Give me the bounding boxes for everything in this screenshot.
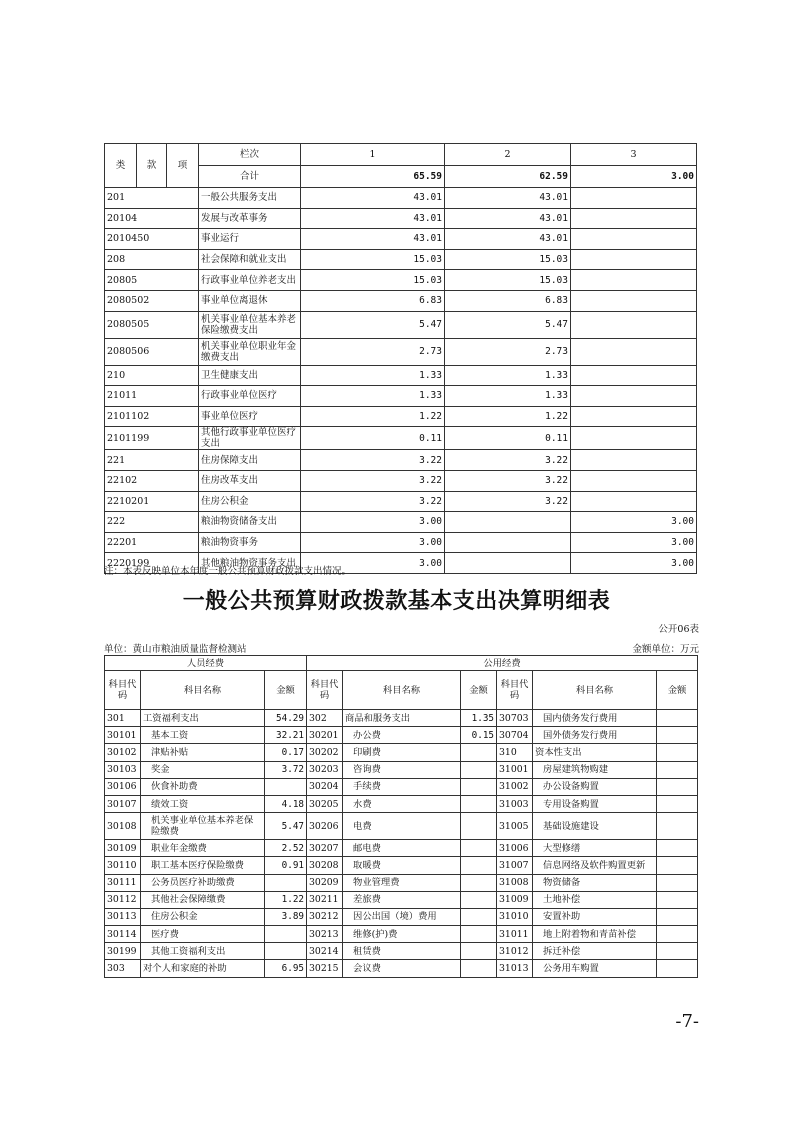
personnel-name: 伙食补助费 xyxy=(141,778,265,795)
total-label: 合计 xyxy=(199,166,301,188)
public-amount: 1.35 xyxy=(461,710,497,727)
header-lanci: 栏次 xyxy=(199,144,301,166)
capital-name: 物资储备 xyxy=(533,874,657,891)
amount-basic: 2.73 xyxy=(445,338,571,365)
subject-name: 其他粮油物资事务支出 xyxy=(199,553,301,574)
subject-code: 2080502 xyxy=(105,290,199,311)
table-row xyxy=(105,427,697,450)
capital-amount xyxy=(657,943,698,960)
subject-code: 2101102 xyxy=(105,406,199,427)
public-name: 水费 xyxy=(343,795,461,812)
amount-project xyxy=(571,290,697,311)
personnel-name: 机关事业单位基本养老保险缴费 xyxy=(141,813,265,840)
subject-name: 行政事业单位养老支出 xyxy=(199,270,301,291)
amount-basic: 1.22 xyxy=(445,406,571,427)
amount-basic xyxy=(445,532,571,553)
capital-name: 地上附着物和青苗补偿 xyxy=(533,926,657,943)
amount-total: 43.01 xyxy=(301,229,445,250)
subject-code: 20104 xyxy=(105,208,199,229)
subject-name: 住房改革支出 xyxy=(199,470,301,491)
table-row xyxy=(105,926,698,943)
table-row xyxy=(105,249,697,270)
table-row xyxy=(105,470,697,491)
amount-total: 0.11 xyxy=(301,427,445,450)
header-lei: 类 xyxy=(105,144,137,188)
header-name: 科目名称 xyxy=(141,671,265,710)
capital-code: 31010 xyxy=(497,908,533,925)
header-amount: 金额 xyxy=(657,671,698,710)
table-row xyxy=(105,229,697,250)
table-row xyxy=(105,778,698,795)
capital-amount xyxy=(657,960,698,977)
public-amount xyxy=(461,943,497,960)
capital-amount xyxy=(657,727,698,744)
header-code: 科目代码 xyxy=(105,671,141,710)
capital-name: 资本性支出 xyxy=(533,744,657,761)
header-col-3: 3 xyxy=(571,144,697,166)
subject-code: 208 xyxy=(105,249,199,270)
public-name: 差旅费 xyxy=(343,891,461,908)
personnel-amount: 6.95 xyxy=(265,960,307,977)
table-note: 注：本表反映单位本年度一般公共预算财政拨款支出情况。 xyxy=(104,566,352,577)
personnel-amount xyxy=(265,778,307,795)
capital-amount xyxy=(657,710,698,727)
personnel-name: 其他社会保障缴费 xyxy=(141,891,265,908)
amount-basic: 6.83 xyxy=(445,290,571,311)
subject-name: 住房保障支出 xyxy=(199,450,301,471)
amount-total: 1.33 xyxy=(301,365,445,386)
public-name: 维修(护)费 xyxy=(343,926,461,943)
amount-project xyxy=(571,249,697,270)
public-amount xyxy=(461,908,497,925)
header-amount: 金额 xyxy=(461,671,497,710)
amount-basic: 15.03 xyxy=(445,249,571,270)
capital-name: 大型修缮 xyxy=(533,840,657,857)
amount-project xyxy=(571,311,697,338)
personnel-code: 30111 xyxy=(105,874,141,891)
public-code: 30207 xyxy=(307,840,343,857)
amount-total: 3.00 xyxy=(301,532,445,553)
table-row xyxy=(105,386,697,407)
public-code: 30211 xyxy=(307,891,343,908)
amount-project xyxy=(571,338,697,365)
page-number: -7- xyxy=(675,1011,699,1032)
personnel-amount: 32.21 xyxy=(265,727,307,744)
table-row xyxy=(105,840,698,857)
amount-project xyxy=(571,208,697,229)
amount-project: 3.00 xyxy=(571,532,697,553)
personnel-name: 其他工资福利支出 xyxy=(141,943,265,960)
amount-project xyxy=(571,427,697,450)
capital-amount xyxy=(657,908,698,925)
subject-name: 一般公共服务支出 xyxy=(199,188,301,209)
subject-code: 222 xyxy=(105,512,199,533)
amount-total: 15.03 xyxy=(301,270,445,291)
amount-basic: 43.01 xyxy=(445,208,571,229)
basic-expenditure-detail-table xyxy=(104,655,698,978)
amount-total: 15.03 xyxy=(301,249,445,270)
public-name: 邮电费 xyxy=(343,840,461,857)
personnel-amount: 2.52 xyxy=(265,840,307,857)
header-col-1: 1 xyxy=(301,144,445,166)
header-col-2: 2 xyxy=(445,144,571,166)
public-code: 30201 xyxy=(307,727,343,744)
header-kuan: 款 xyxy=(137,144,167,188)
personnel-name: 绩效工资 xyxy=(141,795,265,812)
public-code: 30202 xyxy=(307,744,343,761)
capital-name: 办公设备购置 xyxy=(533,778,657,795)
public-name: 电费 xyxy=(343,813,461,840)
personnel-name: 奖金 xyxy=(141,761,265,778)
subject-code: 221 xyxy=(105,450,199,471)
amount-basic: 0.11 xyxy=(445,427,571,450)
table-row xyxy=(105,208,697,229)
personnel-code: 30108 xyxy=(105,813,141,840)
amount-total: 1.22 xyxy=(301,406,445,427)
amount-project xyxy=(571,406,697,427)
total-value-3: 3.00 xyxy=(571,166,697,188)
public-amount: 0.15 xyxy=(461,727,497,744)
personnel-name: 住房公积金 xyxy=(141,908,265,925)
amount-total: 1.33 xyxy=(301,386,445,407)
capital-amount xyxy=(657,874,698,891)
capital-name: 国内债务发行费用 xyxy=(533,710,657,727)
capital-code: 31008 xyxy=(497,874,533,891)
subject-name: 机关事业单位职业年金缴费支出 xyxy=(199,338,301,365)
capital-code: 30704 xyxy=(497,727,533,744)
personnel-amount: 4.18 xyxy=(265,795,307,812)
public-code: 30203 xyxy=(307,761,343,778)
personnel-amount: 54.29 xyxy=(265,710,307,727)
personnel-amount: 1.22 xyxy=(265,891,307,908)
public-amount xyxy=(461,857,497,874)
total-value-1: 65.59 xyxy=(301,166,445,188)
subject-name: 机关事业单位基本养老保险缴费支出 xyxy=(199,311,301,338)
capital-code: 31012 xyxy=(497,943,533,960)
table-row xyxy=(105,813,698,840)
subject-code: 2220199 xyxy=(105,553,199,574)
public-name: 手续费 xyxy=(343,778,461,795)
amount-project xyxy=(571,491,697,512)
table-row xyxy=(105,532,697,553)
amount-basic xyxy=(445,553,571,574)
personnel-name: 医疗费 xyxy=(141,926,265,943)
public-amount xyxy=(461,960,497,977)
capital-code: 31013 xyxy=(497,960,533,977)
table-row xyxy=(105,311,697,338)
public-amount xyxy=(461,744,497,761)
capital-name: 拆迁补偿 xyxy=(533,943,657,960)
subject-code: 201 xyxy=(105,188,199,209)
table-row xyxy=(105,450,697,471)
amount-total: 5.47 xyxy=(301,311,445,338)
subject-name: 事业运行 xyxy=(199,229,301,250)
table-row xyxy=(105,290,697,311)
table-row xyxy=(105,795,698,812)
amount-basic: 15.03 xyxy=(445,270,571,291)
personnel-name: 对个人和家庭的补助 xyxy=(141,960,265,977)
amount-project xyxy=(571,270,697,291)
public-name: 咨询费 xyxy=(343,761,461,778)
personnel-code: 303 xyxy=(105,960,141,977)
personnel-amount: 5.47 xyxy=(265,813,307,840)
public-name: 因公出国（境）费用 xyxy=(343,908,461,925)
subject-name: 发展与改革事务 xyxy=(199,208,301,229)
capital-code: 31002 xyxy=(497,778,533,795)
public-amount xyxy=(461,874,497,891)
personnel-code: 30110 xyxy=(105,857,141,874)
capital-amount xyxy=(657,744,698,761)
personnel-name: 基本工资 xyxy=(141,727,265,744)
header-name: 科目名称 xyxy=(533,671,657,710)
personnel-code: 30106 xyxy=(105,778,141,795)
table-row xyxy=(105,188,697,209)
table-row xyxy=(105,338,697,365)
money-unit-label: 金额单位：万元 xyxy=(632,644,699,655)
personnel-code: 30114 xyxy=(105,926,141,943)
amount-basic: 1.33 xyxy=(445,365,571,386)
public-amount xyxy=(461,795,497,812)
public-amount xyxy=(461,926,497,943)
personnel-amount xyxy=(265,926,307,943)
table-row xyxy=(105,908,698,925)
subject-code: 2101199 xyxy=(105,427,199,450)
document-number: 公开06表 xyxy=(658,624,699,635)
amount-total: 2.73 xyxy=(301,338,445,365)
amount-basic: 1.33 xyxy=(445,386,571,407)
public-code: 30213 xyxy=(307,926,343,943)
amount-total: 3.22 xyxy=(301,491,445,512)
personnel-code: 30103 xyxy=(105,761,141,778)
public-amount xyxy=(461,891,497,908)
public-code: 30206 xyxy=(307,813,343,840)
table-row xyxy=(105,365,697,386)
public-amount xyxy=(461,761,497,778)
amount-basic xyxy=(445,512,571,533)
table-row xyxy=(105,491,697,512)
capital-code: 31005 xyxy=(497,813,533,840)
amount-basic: 3.22 xyxy=(445,491,571,512)
table-row xyxy=(105,761,698,778)
personnel-name: 职业年金缴费 xyxy=(141,840,265,857)
amount-project: 3.00 xyxy=(571,512,697,533)
amount-total: 43.01 xyxy=(301,208,445,229)
amount-basic: 3.22 xyxy=(445,470,571,491)
public-name: 会议费 xyxy=(343,960,461,977)
public-name: 物业管理费 xyxy=(343,874,461,891)
capital-name: 国外债务发行费用 xyxy=(533,727,657,744)
group-public-header: 公用经费 xyxy=(307,656,698,671)
amount-project xyxy=(571,365,697,386)
amount-total: 3.00 xyxy=(301,553,445,574)
subject-name: 行政事业单位医疗 xyxy=(199,386,301,407)
capital-amount xyxy=(657,926,698,943)
subject-name: 其他行政事业单位医疗支出 xyxy=(199,427,301,450)
amount-basic: 43.01 xyxy=(445,188,571,209)
public-code: 30209 xyxy=(307,874,343,891)
amount-basic: 5.47 xyxy=(445,311,571,338)
amount-total: 3.22 xyxy=(301,450,445,471)
personnel-code: 30109 xyxy=(105,840,141,857)
table-row xyxy=(105,874,698,891)
capital-amount xyxy=(657,840,698,857)
capital-name: 公务用车购置 xyxy=(533,960,657,977)
capital-code: 31011 xyxy=(497,926,533,943)
subject-code: 2010450 xyxy=(105,229,199,250)
subject-name: 社会保障和就业支出 xyxy=(199,249,301,270)
amount-project: 3.00 xyxy=(571,553,697,574)
public-amount xyxy=(461,840,497,857)
subject-code: 210 xyxy=(105,365,199,386)
public-code: 30214 xyxy=(307,943,343,960)
public-name: 商品和服务支出 xyxy=(343,710,461,727)
table-row xyxy=(105,710,698,727)
amount-basic: 43.01 xyxy=(445,229,571,250)
capital-name: 房屋建筑物购建 xyxy=(533,761,657,778)
table-row xyxy=(105,727,698,744)
capital-code: 31003 xyxy=(497,795,533,812)
personnel-name: 津贴补贴 xyxy=(141,744,265,761)
amount-project xyxy=(571,188,697,209)
capital-name: 专用设备购置 xyxy=(533,795,657,812)
capital-code: 31001 xyxy=(497,761,533,778)
table-row xyxy=(105,270,697,291)
public-name: 取暖费 xyxy=(343,857,461,874)
header-code: 科目代码 xyxy=(497,671,533,710)
public-name: 办公费 xyxy=(343,727,461,744)
total-value-2: 62.59 xyxy=(445,166,571,188)
personnel-code: 30107 xyxy=(105,795,141,812)
public-name: 租赁费 xyxy=(343,943,461,960)
subject-code: 21011 xyxy=(105,386,199,407)
personnel-amount: 3.89 xyxy=(265,908,307,925)
personnel-code: 30102 xyxy=(105,744,141,761)
capital-name: 土地补偿 xyxy=(533,891,657,908)
header-amount: 金额 xyxy=(265,671,307,710)
public-amount xyxy=(461,813,497,840)
section-title: 一般公共预算财政拨款基本支出决算明细表 xyxy=(182,589,611,614)
header-name: 科目名称 xyxy=(343,671,461,710)
capital-code: 310 xyxy=(497,744,533,761)
subject-name: 粮油物资事务 xyxy=(199,532,301,553)
amount-project xyxy=(571,450,697,471)
amount-total: 6.83 xyxy=(301,290,445,311)
table-row xyxy=(105,512,697,533)
capital-name: 基础设施建设 xyxy=(533,813,657,840)
table-row xyxy=(105,857,698,874)
personnel-amount: 0.17 xyxy=(265,744,307,761)
subject-code: 20805 xyxy=(105,270,199,291)
personnel-name: 职工基本医疗保险缴费 xyxy=(141,857,265,874)
header-code: 科目代码 xyxy=(307,671,343,710)
table-row xyxy=(105,960,698,977)
amount-total: 3.00 xyxy=(301,512,445,533)
subject-code: 2080505 xyxy=(105,311,199,338)
capital-code: 30703 xyxy=(497,710,533,727)
personnel-amount: 0.91 xyxy=(265,857,307,874)
table-row xyxy=(105,744,698,761)
personnel-name: 工资福利支出 xyxy=(141,710,265,727)
table-row xyxy=(105,406,697,427)
capital-code: 31006 xyxy=(497,840,533,857)
personnel-amount xyxy=(265,874,307,891)
capital-name: 安置补助 xyxy=(533,908,657,925)
subject-code: 2080506 xyxy=(105,338,199,365)
public-code: 30212 xyxy=(307,908,343,925)
personnel-code: 301 xyxy=(105,710,141,727)
capital-code: 31009 xyxy=(497,891,533,908)
personnel-code: 30199 xyxy=(105,943,141,960)
amount-basic: 3.22 xyxy=(445,450,571,471)
expenditure-summary-table xyxy=(104,143,697,574)
table-row xyxy=(105,943,698,960)
capital-amount xyxy=(657,761,698,778)
subject-name: 住房公积金 xyxy=(199,491,301,512)
subject-name: 卫生健康支出 xyxy=(199,365,301,386)
capital-amount xyxy=(657,857,698,874)
public-code: 30215 xyxy=(307,960,343,977)
capital-amount xyxy=(657,891,698,908)
public-code: 30205 xyxy=(307,795,343,812)
capital-amount xyxy=(657,795,698,812)
personnel-amount: 3.72 xyxy=(265,761,307,778)
amount-project xyxy=(571,386,697,407)
amount-total: 3.22 xyxy=(301,470,445,491)
personnel-name: 公务员医疗补助缴费 xyxy=(141,874,265,891)
amount-project xyxy=(571,470,697,491)
public-amount xyxy=(461,778,497,795)
capital-amount xyxy=(657,778,698,795)
header-xiang: 项 xyxy=(167,144,199,188)
capital-amount xyxy=(657,813,698,840)
public-name: 印刷费 xyxy=(343,744,461,761)
subject-name: 事业单位医疗 xyxy=(199,406,301,427)
subject-code: 2210201 xyxy=(105,491,199,512)
group-personnel-header: 人员经费 xyxy=(105,656,307,671)
table-row xyxy=(105,891,698,908)
amount-total: 43.01 xyxy=(301,188,445,209)
subject-name: 事业单位离退休 xyxy=(199,290,301,311)
personnel-amount xyxy=(265,943,307,960)
public-code: 30204 xyxy=(307,778,343,795)
public-code: 30208 xyxy=(307,857,343,874)
public-code: 302 xyxy=(307,710,343,727)
amount-project xyxy=(571,229,697,250)
subject-code: 22201 xyxy=(105,532,199,553)
subject-code: 22102 xyxy=(105,470,199,491)
personnel-code: 30101 xyxy=(105,727,141,744)
capital-name: 信息网络及软件购置更新 xyxy=(533,857,657,874)
capital-code: 31007 xyxy=(497,857,533,874)
personnel-code: 30113 xyxy=(105,908,141,925)
unit-label: 单位：黄山市粮油质量监督检测站 xyxy=(104,644,247,655)
subject-name: 粮油物资储备支出 xyxy=(199,512,301,533)
personnel-code: 30112 xyxy=(105,891,141,908)
